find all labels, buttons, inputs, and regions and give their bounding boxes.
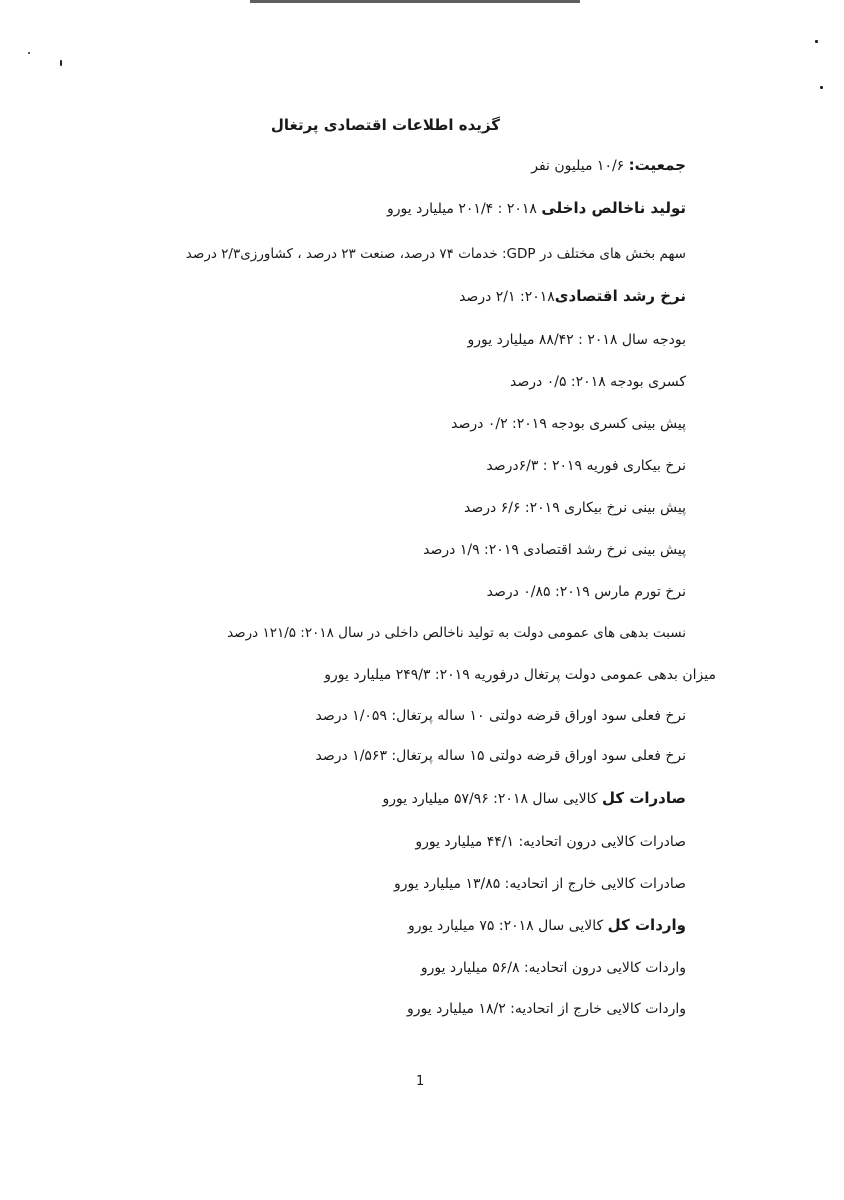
stat-label: صادرات کل [601,789,686,807]
stat-value: کسری بودجه ۲۰۱۸: ۰/۵ درصد [510,374,686,390]
stat-value: کالایی سال ۲۰۱۸: ۵۷/۹۶ میلیارد یورو [382,791,602,807]
stat-line [459,287,686,305]
stat-value: نرخ فعلی سود اوراق قرضه دولتی ۱۵ ساله پرتغال: ۱/۵۶۳ درصد [315,748,686,764]
scan-speck [815,40,818,43]
stat-value: ۲۰۱۸ : ۲۰۱/۴ میلیارد یورو [386,201,542,217]
stat-line [464,498,686,516]
stat-line [227,623,686,641]
stat-label: تولید ناخالص داخلی [541,199,686,217]
stat-value: پیش بینی کسری بودجه ۲۰۱۹: ۰/۲ درصد [451,416,686,432]
stat-value: نسبت بدهی های عمومی دولت به تولید ناخالص داخلی در سال ۲۰۱۸: ۱۲۱/۵ درصد [227,625,686,641]
stat-value: سهم بخش های مختلف در GDP: خدمات ۷۴ درصد، صنعت ۲۳ درصد ، کشاورزی۲/۳ درصد [185,246,686,262]
stat-line [451,414,686,432]
stat-value: میزان بدهی عمومی دولت پرتغال درفوریه ۲۰۱۹: ۲۴۹/۳ میلیارد یورو [324,667,716,683]
page-number: 1 [416,1074,425,1089]
scan-speck [820,86,823,89]
stat-line [408,916,686,934]
stat-line [324,665,716,683]
stat-line [415,832,686,850]
scan-speck [28,52,30,54]
stat-value: نرخ بیکاری فوریه ۲۰۱۹ : ۶/۳درصد [486,458,686,474]
stat-line [423,540,686,558]
stat-value: ۱۰/۶ میلیون نفر [531,158,629,174]
stat-value: نرخ تورم مارس ۲۰۱۹: ۰/۸۵ درصد [486,584,686,600]
stat-line [315,746,686,764]
stat-value: پیش بینی نرخ رشد اقتصادی ۲۰۱۹: ۱/۹ درصد [423,542,686,558]
document-title: گزیده اطلاعات اقتصادی پرتغال [270,116,500,134]
scan-edge-line [250,0,580,3]
stat-line [383,789,686,807]
stat-line [531,156,686,174]
stat-value: صادرات کالایی خارج از اتحادیه: ۱۳/۸۵ میلیارد یورو [394,876,686,892]
stat-line [487,582,686,600]
stat-label: نرخ رشد اقتصادی [554,287,686,305]
stat-label: واردات کل [607,916,686,934]
stat-line [315,706,686,724]
stat-line [421,958,686,976]
stat-value: صادرات کالایی درون اتحادیه: ۴۴/۱ میلیارد یورو [415,834,686,850]
stat-value: واردات کالایی درون اتحادیه: ۵۶/۸ میلیارد یورو [420,960,686,976]
stat-value: کالایی سال ۲۰۱۸: ۷۵ میلیارد یورو [407,918,608,934]
scan-speck [60,60,62,66]
stat-line [394,874,686,892]
stat-line [387,199,686,217]
stat-line [486,456,686,474]
stat-line [510,372,686,390]
stat-value: واردات کالایی خارج از اتحادیه: ۱۸/۲ میلیارد یورو [407,1001,686,1017]
stat-line [407,999,686,1017]
stat-label: جمعیت: [628,156,686,174]
stat-line [468,330,687,348]
stat-value: نرخ فعلی سود اوراق قرضه دولتی ۱۰ ساله پرتغال: ۱/۰۵۹ درصد [315,708,686,724]
stat-value: ۲۰۱۸: ۲/۱ درصد [459,289,555,305]
stat-value: پیش بینی نرخ بیکاری ۲۰۱۹: ۶/۶ درصد [464,500,686,516]
stat-line [186,244,686,262]
stat-value: بودجه سال ۲۰۱۸ : ۸۸/۴۲ میلیارد یورو [467,332,686,348]
